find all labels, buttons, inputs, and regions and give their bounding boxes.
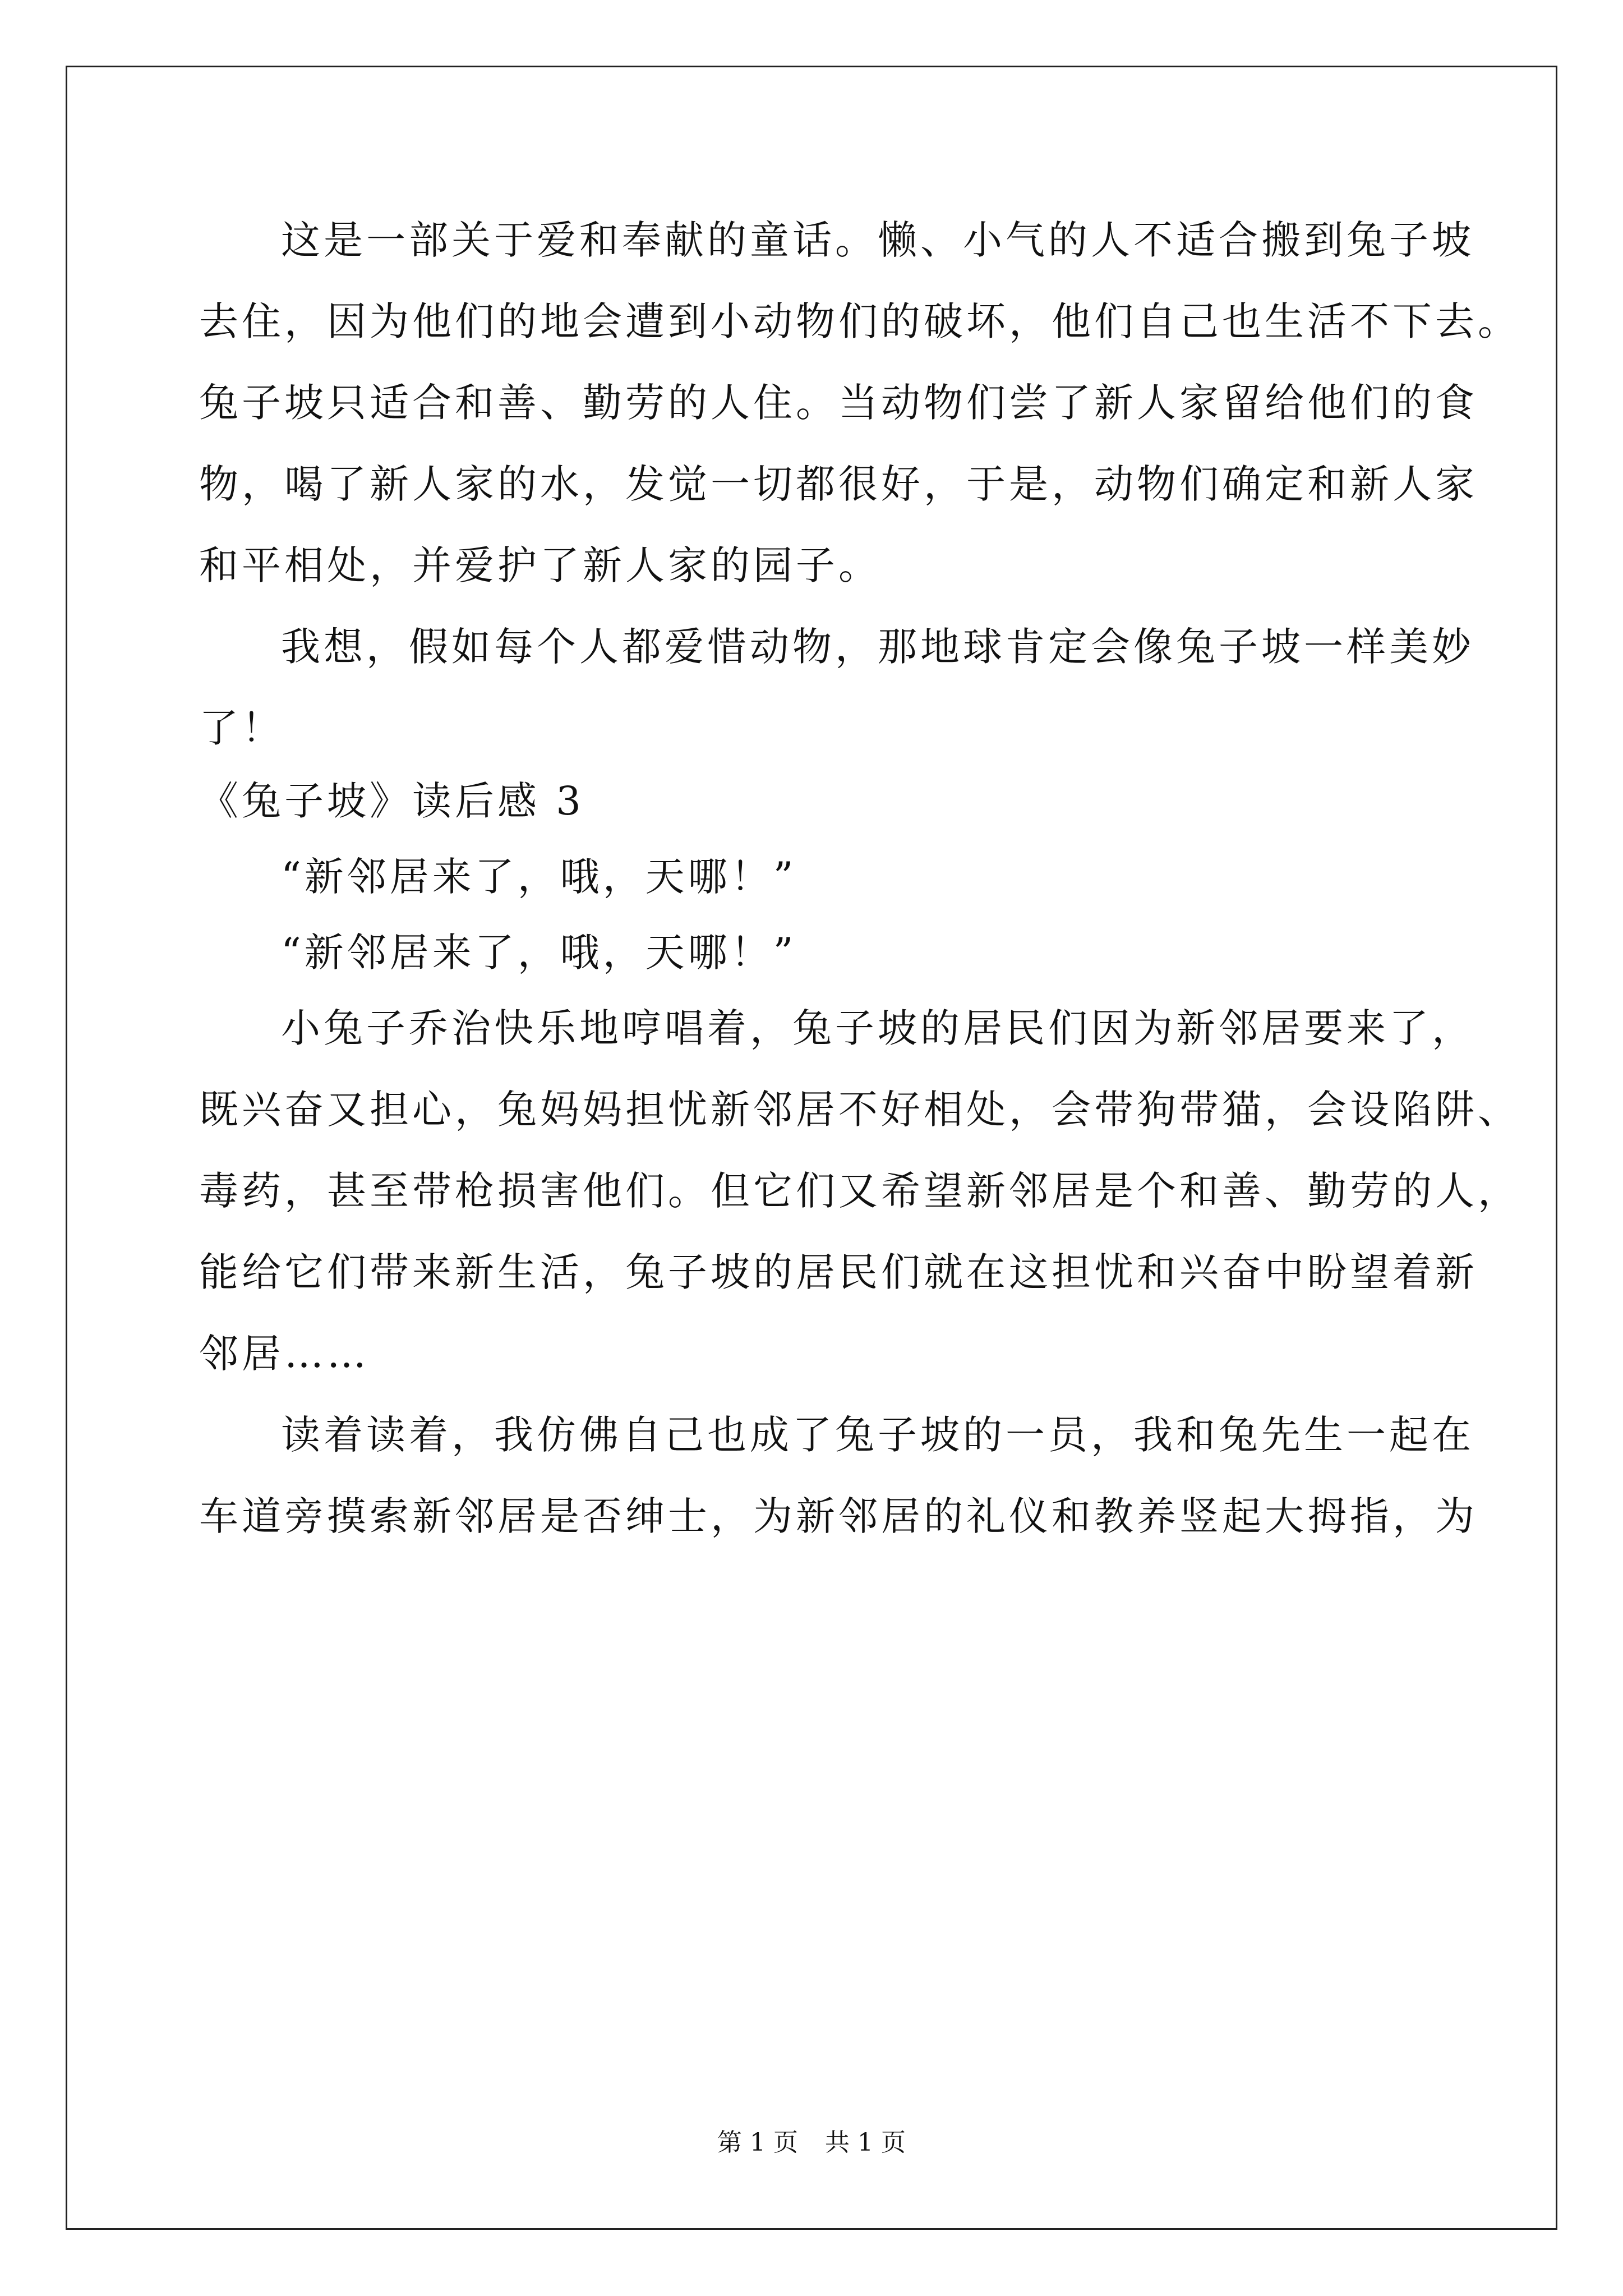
paragraph-line: 毒药，甚至带枪损害他们。但它们又希望新邻居是个和善、勤劳的人，	[199, 1168, 1520, 1214]
paragraph-line: 去住，因为他们的地会遭到小动物们的破坏，他们自己也生活不下去。	[199, 298, 1520, 344]
paragraph-line: 小兔子乔治快乐地哼唱着，兔子坡的居民们因为新邻居要来了，	[281, 1005, 1474, 1051]
paragraph-line: 邻居……	[199, 1331, 370, 1377]
paragraph-line: 和平相处，并爱护了新人家的园子。	[199, 542, 881, 588]
paragraph-line: 读着读着，我仿佛自己也成了兔子坡的一员，我和兔先生一起在	[281, 1412, 1474, 1458]
paragraph-line: 了！	[199, 705, 284, 751]
paragraph-line: “新邻居来了，哦，天哪！”	[281, 854, 797, 900]
paragraph-line: 既兴奋又担心，兔妈妈担忧新邻居不好相处，会带狗带猫，会设陷阱、	[199, 1087, 1520, 1133]
paragraph-line: 车道旁摸索新邻居是否绅士，为新邻居的礼仪和教养竖起大拇指，为	[199, 1493, 1478, 1539]
paragraph-line: “新邻居来了，哦，天哪！”	[281, 930, 797, 976]
paragraph-line: 我想，假如每个人都爱惜动物，那地球肯定会像兔子坡一样美妙	[281, 624, 1474, 670]
paragraph-line: 这是一部关于爱和奉献的童话。懒、小气的人不适合搬到兔子坡	[281, 217, 1474, 263]
paragraph-line: 物，喝了新人家的水，发觉一切都很好，于是，动物们确定和新人家	[199, 461, 1478, 507]
page-total: 共 1 页	[825, 2128, 906, 2157]
paragraph-line: 能给它们带来新生活，兔子坡的居民们就在这担忧和兴奋中盼望着新	[199, 1249, 1478, 1295]
page-footer	[0, 2126, 1623, 2160]
paragraph-line: 兔子坡只适合和善、勤劳的人住。当动物们尝了新人家留给他们的食	[199, 380, 1478, 426]
page-number: 第 1 页	[717, 2128, 798, 2157]
section-heading: 《兔子坡》读后感 3	[199, 778, 584, 824]
